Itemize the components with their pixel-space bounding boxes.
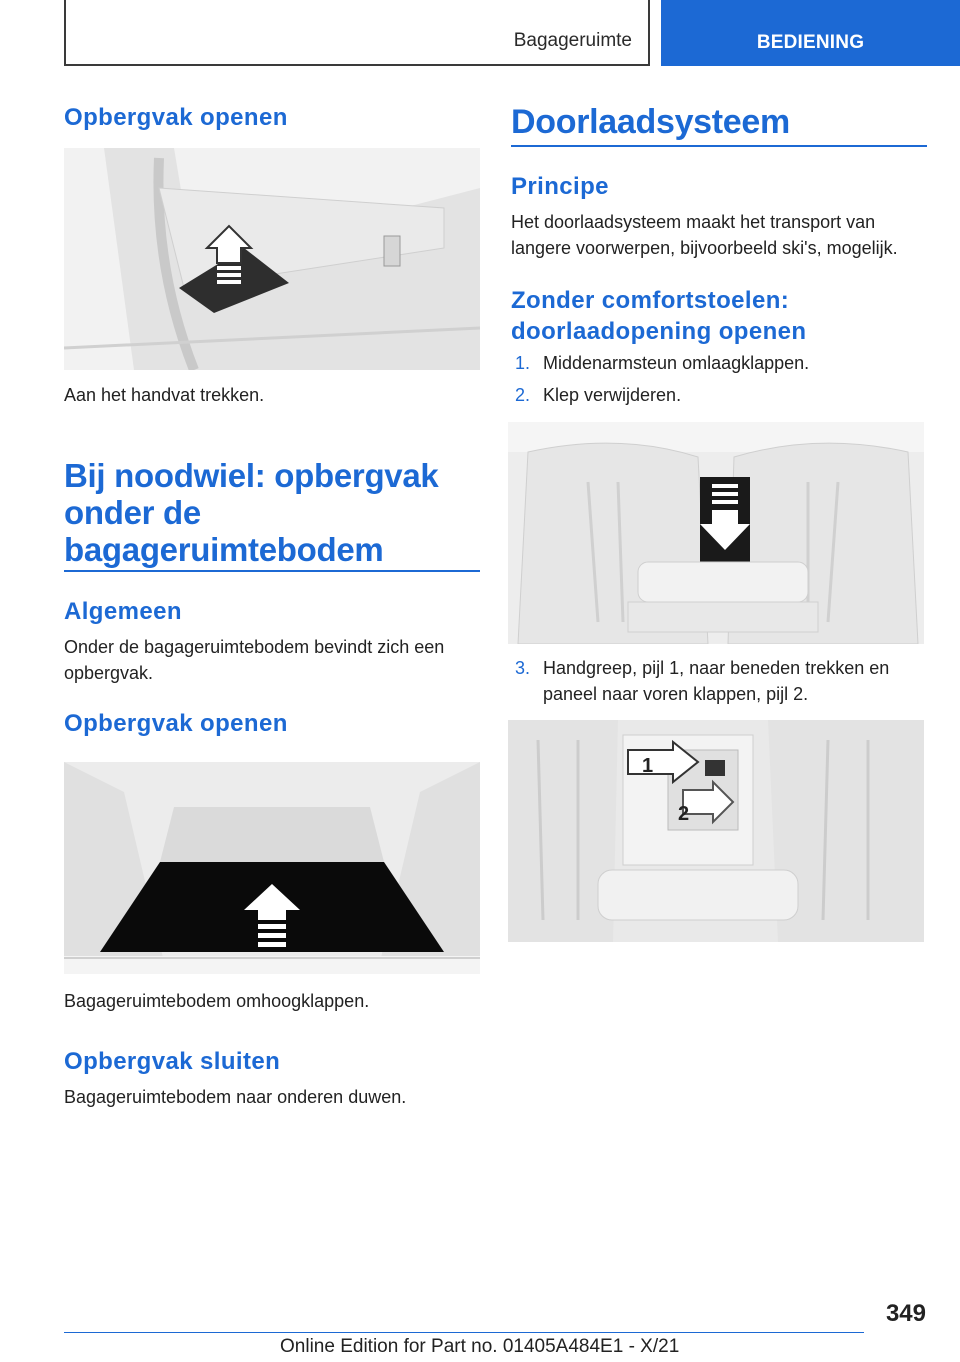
step-text: Klep verwijderen. [543,385,682,405]
steps-list-2 [511,655,927,707]
caption-fold-up-floor: Bagageruimtebodem omhoogklappen. [64,991,370,1011]
steps-list-1 [511,350,927,408]
step-number: 3. [515,658,531,678]
heading-open-compartment: Opbergvak openen [64,104,288,131]
title-rule-right [511,145,927,147]
svg-text:2: 2 [678,803,690,825]
step-text: Middenarmsteun omlaagklappen. [543,353,810,373]
principle-text: Het doorlaadsysteem maakt het transport van langere voorwerpen, bijvoorbeeld ski's, mogelijk. [511,212,898,258]
subheading-general: Algemeen [64,598,182,625]
header-chapter-title: BEDIENING [756,32,865,53]
step-1 [511,350,927,376]
header-chapter-tab [661,0,960,66]
close-text: Bagageruimtebodem naar onderen duwen. [64,1087,407,1107]
header-section-box [64,0,650,66]
header-section-title: Bagageruimte [513,30,632,51]
footer-edition: Online Edition for Part no. 01405A484E1 - X/21 [280,1336,680,1357]
subheading-no-comfort-seats: Zonder comfortstoelen: doorlaadopening openen [511,287,807,345]
figure-compartment-handle [64,148,480,370]
page-number: 349 [885,1300,926,1327]
step-number: 2. [515,385,531,405]
figure-armrest-flap [508,422,924,644]
step-3 [511,655,927,707]
heading-open-compartment-2: Opbergvak openen [64,710,288,737]
title-rule-left [64,570,480,572]
title-spare-wheel-compartment: Bij noodwiel: opbergvak onder de bagageruimtebodem [64,457,439,568]
svg-text:1: 1 [642,755,654,777]
subheading-principle: Principe [511,173,609,200]
heading-close-compartment: Opbergvak sluiten [64,1048,281,1075]
footer-rule [64,1332,864,1333]
step-number: 1. [515,353,531,373]
figure-panel-fold [508,720,924,942]
general-text: Onder de bagageruimtebodem bevindt zich een opbergvak. [64,637,445,683]
step-2 [511,382,927,408]
figure-trunk-floor [64,762,480,974]
caption-pull-handle: Aan het handvat trekken. [64,385,265,405]
step-text: Handgreep, pijl 1, naar beneden trekken en paneel naar voren klappen, pijl 2. [543,658,890,704]
title-through-load-system: Doorlaadsysteem [511,103,790,141]
